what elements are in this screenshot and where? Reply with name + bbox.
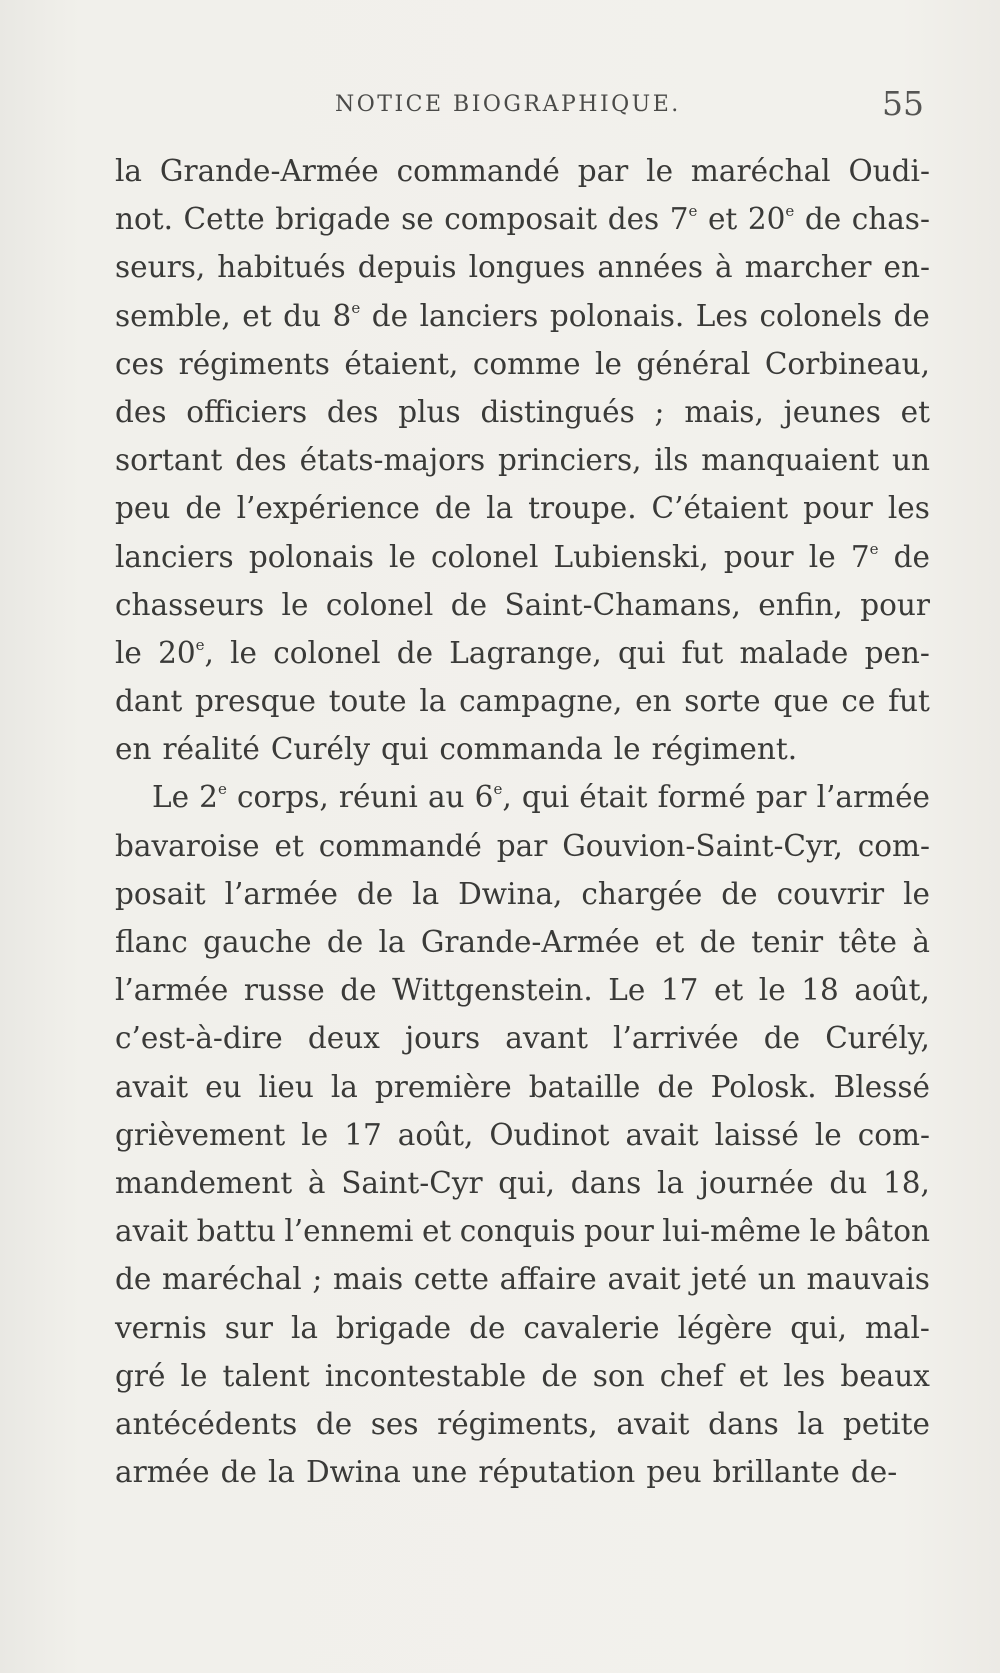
word: plus (398, 394, 461, 429)
word: polonais. (549, 298, 685, 333)
word: qui (617, 635, 666, 670)
word: le (595, 346, 622, 381)
word: com- (857, 1117, 930, 1152)
word: un (891, 443, 930, 478)
word: flanc (115, 925, 188, 959)
word: des (235, 443, 287, 478)
word: des (607, 202, 660, 237)
running-header (0, 84, 1000, 132)
word: peu (646, 1455, 702, 1490)
word: 20e, (158, 635, 214, 670)
word: Curély, (825, 1021, 930, 1056)
word: de (396, 635, 434, 670)
word: août, (854, 973, 930, 1008)
word: années (597, 250, 703, 285)
word: l’armée (115, 973, 229, 1008)
word: 2e (199, 780, 227, 815)
word: colonel (325, 587, 434, 622)
word: de (340, 973, 377, 1008)
text-line (115, 629, 930, 677)
word: Dwina, (458, 876, 563, 911)
text-line (115, 1063, 930, 1111)
word: était (579, 780, 648, 815)
word: par (755, 780, 807, 815)
word: corps, (236, 780, 329, 815)
word: mais, (684, 394, 764, 429)
word: avait (625, 1117, 699, 1152)
word: régiment. (651, 732, 798, 767)
word: brillante (712, 1455, 840, 1490)
word: qui (521, 780, 570, 815)
word: Curély (270, 732, 371, 767)
text-line (115, 581, 930, 629)
word: cette (413, 1262, 489, 1297)
word: beaux (840, 1358, 930, 1393)
running-title: NOTICE BIOGRAPHIQUE. (335, 92, 681, 117)
word: la (412, 876, 440, 911)
text-line (115, 1400, 930, 1448)
word: par (496, 828, 548, 863)
word: comme (472, 346, 581, 381)
word: 20e (747, 202, 795, 237)
word: incontestable (324, 1358, 527, 1393)
word: marcher (744, 250, 872, 285)
word: Les (695, 298, 748, 333)
word: la (486, 491, 514, 526)
text-line (115, 1304, 930, 1352)
word: de (541, 1358, 578, 1393)
word: malade (739, 635, 849, 670)
word: en (115, 732, 152, 767)
word: réuni (338, 780, 418, 815)
word: brigade (335, 1310, 452, 1345)
word: laissé (714, 1117, 799, 1152)
word: 6e, (474, 780, 512, 815)
text-line (115, 195, 930, 243)
text-line (115, 870, 930, 918)
word: tête (838, 925, 898, 959)
word: bavaroise (115, 828, 260, 863)
word: not. (115, 202, 173, 237)
word: colonel (273, 635, 381, 670)
word: pour (584, 1214, 654, 1249)
word: journée (699, 1165, 814, 1200)
word: ses (370, 1406, 419, 1441)
word: le (115, 635, 142, 670)
word: de (657, 1069, 694, 1104)
word: depuis (357, 250, 457, 285)
word: lui-même (662, 1214, 801, 1249)
text-line (115, 147, 930, 195)
word: la (290, 1310, 318, 1345)
word: grièvement (115, 1117, 286, 1152)
word: dans (708, 1406, 779, 1441)
word: Polosk. (710, 1069, 817, 1104)
word: de (804, 202, 842, 237)
word: jeunes (783, 394, 881, 429)
word: le (301, 1117, 329, 1152)
word: et (900, 394, 930, 429)
word: de (699, 925, 736, 959)
word: dant (115, 684, 183, 719)
word: Cette (183, 202, 265, 237)
word: mal- (864, 1310, 930, 1345)
word: fut (888, 684, 930, 719)
word: la (657, 1165, 685, 1200)
word: pen- (864, 635, 930, 670)
word: commanda (439, 732, 603, 767)
text-line (115, 1352, 930, 1400)
text-line (115, 1255, 930, 1303)
word: jeté (691, 1262, 748, 1297)
word: et (707, 202, 738, 237)
paragraph (115, 773, 930, 1496)
word: régiments, (437, 1406, 598, 1441)
text-line (115, 822, 930, 870)
word: enfin, (758, 587, 843, 622)
word: la (115, 154, 143, 188)
word: toute (328, 684, 407, 719)
word: le (180, 1358, 208, 1393)
word: et (654, 925, 685, 959)
word: de (721, 876, 758, 911)
word: les (887, 491, 930, 526)
word: Lubienski, (553, 539, 709, 574)
word: 8e (332, 298, 361, 333)
word: habitués (217, 250, 346, 285)
word: pour (860, 587, 930, 622)
word: avait (607, 1262, 681, 1297)
word: lieu (258, 1069, 314, 1104)
word: chas- (851, 202, 930, 237)
word: manquaient (701, 443, 880, 478)
word: des (326, 394, 379, 429)
word: campagne, (459, 684, 623, 719)
word: son (592, 1358, 645, 1393)
word: Blessé (833, 1069, 930, 1104)
word: la (267, 1455, 295, 1490)
word: deux (307, 1021, 380, 1056)
word: qui (381, 732, 429, 767)
word: sur (224, 1310, 273, 1345)
word: et (713, 973, 744, 1008)
word: l’armée (816, 780, 930, 815)
word: com- (857, 828, 930, 863)
word: 7e (669, 202, 698, 237)
word: c’est-à-dire (115, 1021, 283, 1056)
word: de (434, 491, 472, 526)
word: en- (883, 250, 930, 285)
word: Saint-Cyr (341, 1165, 483, 1200)
word: le (903, 876, 930, 911)
word: le (613, 732, 641, 767)
word: les (783, 1358, 826, 1393)
word: mandement (115, 1165, 293, 1200)
word: la (419, 684, 447, 719)
text-line (115, 1448, 930, 1496)
word: antécédents (115, 1406, 298, 1441)
text-line (115, 1207, 930, 1255)
word: qui, (790, 1310, 847, 1345)
word: général (636, 346, 751, 381)
word: légère (677, 1310, 773, 1345)
word: Grande-Armée (159, 154, 379, 188)
word: Grande-Armée (420, 925, 640, 959)
word: brigade (275, 202, 391, 237)
word: composait (444, 202, 598, 237)
word: avant (505, 1021, 588, 1056)
word: 18 (801, 973, 839, 1008)
word: de (185, 491, 222, 526)
word: de (763, 1021, 801, 1056)
word: Dwina (305, 1455, 401, 1490)
word: avait (115, 1214, 189, 1249)
word: de (356, 876, 394, 911)
word: à (307, 1165, 326, 1200)
word: troupe. (528, 491, 637, 526)
text-line (115, 243, 930, 291)
word: C’étaient (651, 491, 789, 526)
word: à (715, 250, 733, 285)
word: le (758, 973, 786, 1008)
word: semble, (115, 298, 231, 333)
word: pour (803, 491, 873, 526)
word: que (773, 684, 829, 719)
word: Saint-Chamans, (504, 587, 741, 622)
word: la (330, 1069, 358, 1104)
word: le (646, 154, 674, 188)
word: maréchal (690, 154, 831, 188)
word: l’arrivée (613, 1021, 739, 1056)
word: chasseurs (115, 587, 265, 622)
word: fut (681, 635, 724, 670)
text-line (115, 436, 930, 484)
word: le (388, 539, 416, 574)
word: petite (842, 1406, 930, 1441)
word: et (274, 828, 304, 863)
text-line (115, 725, 930, 773)
text-line (115, 484, 930, 532)
paragraph (115, 147, 930, 773)
body-text (115, 147, 930, 1496)
word: le (814, 1117, 842, 1152)
text-line (115, 1014, 930, 1062)
word: avait (616, 1406, 690, 1441)
word: Le (608, 973, 646, 1008)
word: lanciers (115, 539, 234, 574)
word: du (283, 298, 322, 333)
word: l’ennemi (284, 1214, 414, 1249)
word: ils (654, 443, 689, 478)
word: eu (205, 1069, 242, 1104)
word: affaire (499, 1262, 597, 1297)
word: avait (115, 1069, 189, 1104)
word: Oudi- (848, 154, 930, 188)
word: armée (115, 1455, 210, 1490)
word: seurs, (115, 250, 206, 285)
word: l’expérience (236, 491, 420, 526)
word: et (421, 1214, 452, 1249)
word: de (315, 1406, 353, 1441)
word: pour (723, 539, 794, 574)
word: ce (841, 684, 876, 719)
word: au (427, 780, 465, 815)
word: lanciers (419, 298, 539, 333)
word: polonais (248, 539, 374, 574)
word: conquis (459, 1214, 576, 1249)
word: ; (312, 1262, 323, 1297)
word: peu (115, 491, 171, 526)
text-line (115, 677, 930, 725)
word: de- (850, 1455, 898, 1490)
word: le (281, 587, 309, 622)
text-line (115, 918, 930, 966)
word: Corbineau, (764, 346, 930, 381)
word: août, (397, 1117, 474, 1152)
word: commandé (318, 828, 482, 863)
word: colonels (759, 298, 882, 333)
word: qui, (498, 1165, 555, 1200)
word: officiers (186, 394, 308, 429)
word: en (635, 684, 672, 719)
word: talent (222, 1358, 310, 1393)
word: 17 (660, 973, 699, 1008)
word: Lagrange, (449, 635, 602, 670)
word: tenir (751, 925, 824, 959)
word: bataille (528, 1069, 641, 1104)
word: 7e (850, 539, 879, 574)
word: le (808, 539, 836, 574)
word: vernis (115, 1310, 207, 1345)
word: 18, (883, 1165, 930, 1200)
word: le (230, 635, 258, 670)
word: couvrir (776, 876, 885, 911)
word: du (829, 1165, 868, 1200)
word: de (220, 1455, 257, 1490)
word: un (757, 1262, 796, 1297)
word: jours (404, 1021, 481, 1056)
word: posait (115, 876, 206, 911)
word: états-majors (299, 443, 486, 478)
word: commandé (396, 154, 560, 188)
word: ces (115, 346, 165, 381)
word: battu (196, 1214, 276, 1249)
word: dans (570, 1165, 642, 1200)
word: chef (659, 1358, 724, 1393)
text-line (115, 966, 930, 1014)
word: étaient, (344, 346, 459, 381)
word: le (809, 1214, 837, 1249)
text-line (115, 292, 930, 340)
word: colonel (431, 539, 539, 574)
word: longues (468, 250, 586, 285)
word: de (115, 1262, 152, 1297)
word: ; (654, 394, 665, 429)
word: gauche (203, 925, 312, 959)
word: 17 (344, 1117, 382, 1152)
word: première (374, 1069, 512, 1104)
word: à (912, 925, 930, 959)
word: formé (657, 780, 746, 815)
word: presque (195, 684, 316, 719)
word: sorte (684, 684, 761, 719)
word: Le (152, 780, 190, 815)
word: chargée (581, 876, 703, 911)
word: bâton (844, 1214, 930, 1249)
word: distingués (480, 394, 635, 429)
word: et (738, 1358, 769, 1393)
word: sortant (115, 443, 223, 478)
page-number: 55 (882, 84, 924, 123)
word: mauvais (806, 1262, 930, 1297)
text-line (115, 773, 930, 821)
word: mais (332, 1262, 404, 1297)
word: cavalerie (523, 1310, 660, 1345)
word: réputation (478, 1455, 636, 1490)
word: réalité (162, 732, 260, 767)
text-line (115, 1111, 930, 1159)
word: maréchal (162, 1262, 302, 1297)
word: de (326, 925, 364, 959)
word: se (401, 202, 434, 237)
text-line (115, 388, 930, 436)
word: et (242, 298, 272, 333)
word: des (115, 394, 167, 429)
word: Oudinot (489, 1117, 610, 1152)
word: la (378, 925, 406, 959)
word: une (411, 1455, 468, 1490)
word: de (371, 298, 409, 333)
word: gré (115, 1358, 166, 1393)
text-line (115, 1159, 930, 1207)
word: Gouvion-Saint-Cyr, (562, 828, 843, 863)
word: russe (243, 973, 325, 1008)
word: Wittgenstein. (392, 973, 593, 1008)
word: de (893, 298, 930, 333)
text-line (115, 340, 930, 388)
text-line (115, 533, 930, 581)
word: princiers, (498, 443, 642, 478)
word: de (450, 587, 488, 622)
word: par (577, 154, 629, 188)
word: régiments (178, 346, 330, 381)
word: de (469, 1310, 506, 1345)
word: la (797, 1406, 825, 1441)
word: l’armée (224, 876, 338, 911)
word: de (893, 539, 930, 574)
